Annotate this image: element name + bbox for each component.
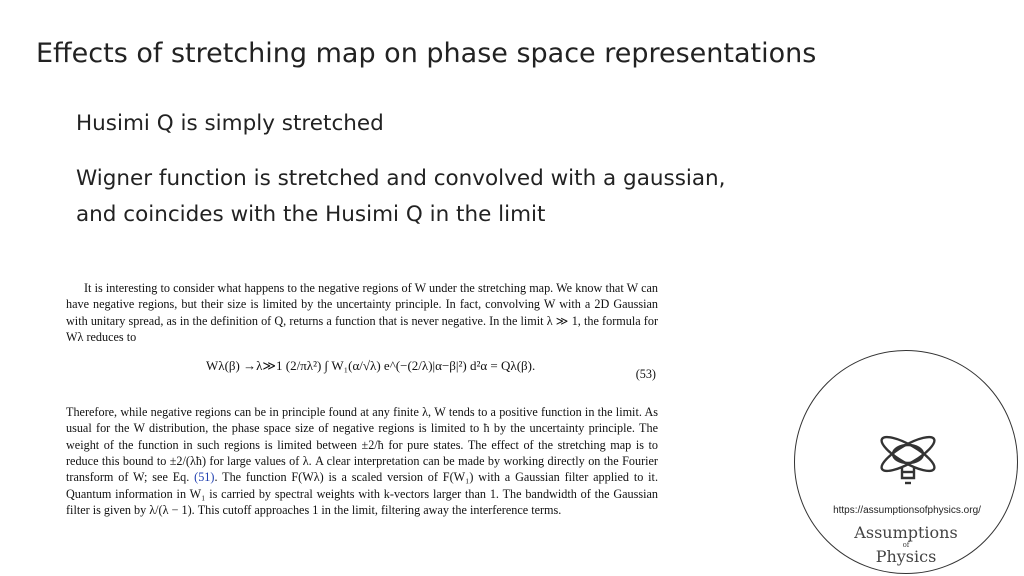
logo-name-line1: Assumptions	[854, 523, 958, 542]
excerpt-paragraph-2	[66, 404, 658, 518]
slide-title: Effects of stretching map on phase space representations	[36, 38, 817, 69]
paper-excerpt	[66, 280, 658, 518]
equation-53	[66, 348, 658, 400]
bullet-wigner	[76, 161, 726, 233]
atom-bulb-icon	[872, 428, 944, 490]
paragraph-2-text-b: . The function F(Wλ) is a scaled version of F(W₁) with a Gaussian filter applied to it. Quantum information in W₁ is carried by spectral weights with k-vectors larger than 1. The bandwidth of the Gaussian filter is given by λ/(λ − 1). This cutoff approaches 1 in the limit, filtering away the interference terms.	[66, 470, 658, 517]
equation-number: (53)	[635, 367, 656, 382]
logo-name-of: of	[902, 541, 910, 549]
equation-body: Wλ(β) →λ≫1 (2/πλ²) ∫ W₁(α/√λ) e^(−(2/λ)|α−β|²) d²α = Qλ(β).	[206, 358, 536, 374]
bullet-husimi: Husimi Q is simply stretched	[76, 111, 384, 136]
paragraph-2-text-a: Therefore, while negative regions can be in principle found at any finite λ, W tends to a positive function in the limit. As usual for the W distribution, the phase space size of negative regions is limited to ħ by the uncertainty principle. The weight of the function in such regions is limited between ±2/ħ for pure states. The effect of the stretching map is to reduce this bound to ±2/(λħ) for large values of λ. A clear interpretation can be made by working directly on the Fourier transform of W; see Eq.	[66, 405, 658, 485]
excerpt-paragraph-1: It is interesting to consider what happens to the negative regions of W under the stretching map. We know that W can have negative regions, but their size is limited by the uncertainty principle. In fact, convolving W with a 2D Gaussian with unitary spread, as in the definition of Q, returns a function that is never negative. In the limit λ ≫ 1, the formula for Wλ reduces to	[66, 281, 658, 344]
bullet-wigner-line2: and coincides with the Husimi Q in the limit	[76, 202, 546, 227]
equation-reference-link[interactable]: (51)	[194, 470, 215, 485]
logo-wordmark	[820, 524, 992, 566]
bullet-wigner-line1: Wigner function is stretched and convolved with a gaussian,	[76, 166, 726, 191]
logo-name-line2: Physics	[875, 547, 937, 566]
logo-url-link[interactable]: https://assumptionsofphysics.org/	[833, 505, 981, 516]
